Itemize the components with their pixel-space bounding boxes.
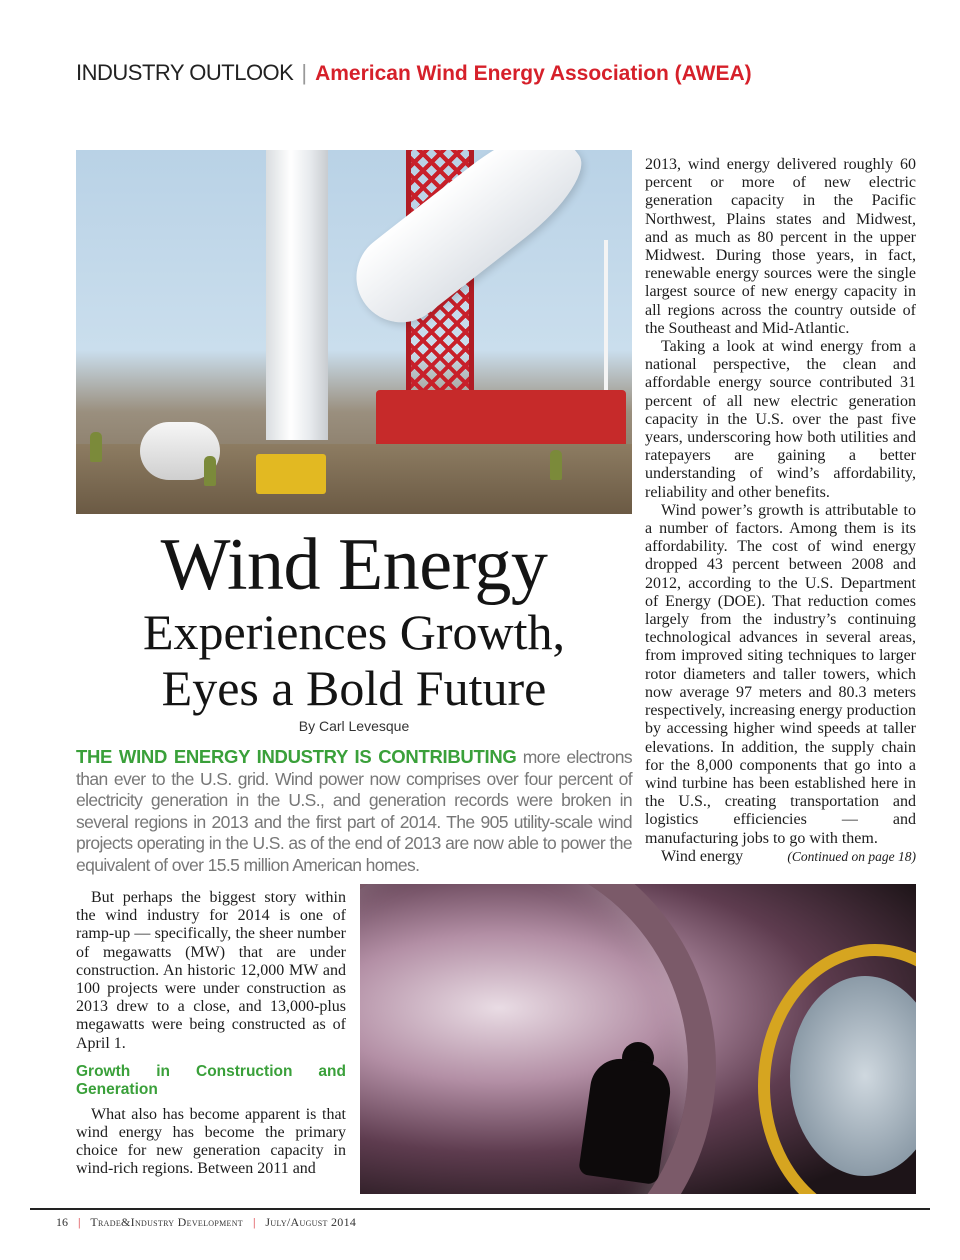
continued-link[interactable]: (Continued on page 18) — [787, 848, 916, 864]
article-title — [76, 524, 632, 716]
title-line-2: Experiences Growth, — [142, 604, 566, 660]
page-number: 16 — [56, 1215, 68, 1229]
footer-rule — [30, 1208, 930, 1210]
wind-turbine-construction-photo — [76, 150, 632, 514]
continued-text: Wind energy — [661, 847, 744, 865]
title-line-1: Wind Energy — [160, 524, 548, 606]
turbine-tower — [266, 150, 328, 440]
organization-name: American Wind Energy Association (AWEA) — [315, 62, 752, 85]
body-paragraph-continued — [645, 848, 916, 866]
intro-paragraph — [76, 746, 632, 877]
title-line-3: Eyes a Bold Future — [161, 660, 547, 716]
body-paragraph: What also has become apparent is that wind energy has become the primary choice for new generation capacity in wind-rich regions. Between 2011 and — [76, 1105, 346, 1178]
subheading: Growth in Construction and Generation — [76, 1062, 346, 1099]
intro-lead: THE WIND ENERGY INDUSTRY IS CONTRIBUTING — [76, 746, 517, 767]
issue-date: July/August 2014 — [265, 1215, 357, 1229]
section-label: INDUSTRY OUTLOOK — [76, 60, 294, 85]
footer-separator: | — [252, 1215, 256, 1229]
blade-worker-photo — [360, 884, 916, 1194]
body-paragraph: But perhaps the biggest story within the wind industry for 2014 is one of ramp-up — specifically, the sheer number of megawatts (MW) that are under construction. An historic 12,000 MW and 100 projects were under construction as 2013 drew to a close, and 13,000-plus megawatts were being constructed as of April 1. — [76, 889, 346, 1052]
blade-root-ring — [360, 884, 716, 1194]
body-paragraph: 2013, wind energy delivered roughly 60 percent or more of new electric generation capacity in the Pacific Northwest, Plains states and Midwest, and as much as 80 percent in the upper Midwest. During those years, in fact, renewable energy sources were the single largest source of new energy capacity in all regions across the country outside of the Southeast and Mid-Atlantic. — [645, 156, 916, 337]
footer-separator: | — [78, 1215, 81, 1229]
generator-cart — [256, 454, 326, 494]
body-paragraph: Taking a look at wind energy from a national perspective, the clean and affordable energy source contributed 31 percent of all new electric generation capacity in the U.S. over the past five years, underscoring how both utilities and ratepayers are gaining a better understanding of wind’s affordability, reliability and other benefits. — [645, 338, 916, 501]
worker-figure — [550, 450, 562, 480]
page-footer — [56, 1215, 656, 1230]
header-separator: | — [301, 60, 308, 85]
page-header — [76, 60, 896, 92]
distant-turbine — [604, 240, 608, 410]
publication-name: Trade&Industry Development — [90, 1215, 243, 1229]
body-paragraph: Wind power’s growth is attributable to a number of factors. Among them is its affordability. The cost of wind energy dropped 43 percent between 2008 and 2012, according to the U.S. Department of Energy (DOE). That reduction comes largely from the industry’s continuing technological advances in several areas, from improved siting techniques to larger rotor diameters and taller towers, which now average 97 meters and 80.3 meters respectively, increasing energy production by accessing higher wind speeds at taller elevations. In addition, the supply chain for the 8,000 components that go into a wind turbine has been established here in the U.S., creating transportation and logistics efficiencies — and manufacturing jobs to go with them. — [645, 501, 916, 847]
left-column — [76, 889, 346, 1179]
byline: By Carl Levesque — [298, 718, 410, 734]
worker-figure — [90, 432, 102, 462]
worker-figure — [204, 456, 216, 486]
intro-text: more electrons than ever to the U.S. grid. Wind power now comprises over four percent of electricity generation in the U.S., and generation records were broken in several regions in 2013 and the first part of 2014. The 905 utility-scale wind projects operating in the U.S. as of the end of 2013 are now able to power the equivalent of over 15.5 million American homes. — [76, 747, 632, 875]
worker-silhouette — [578, 1055, 674, 1185]
right-column — [645, 156, 916, 866]
